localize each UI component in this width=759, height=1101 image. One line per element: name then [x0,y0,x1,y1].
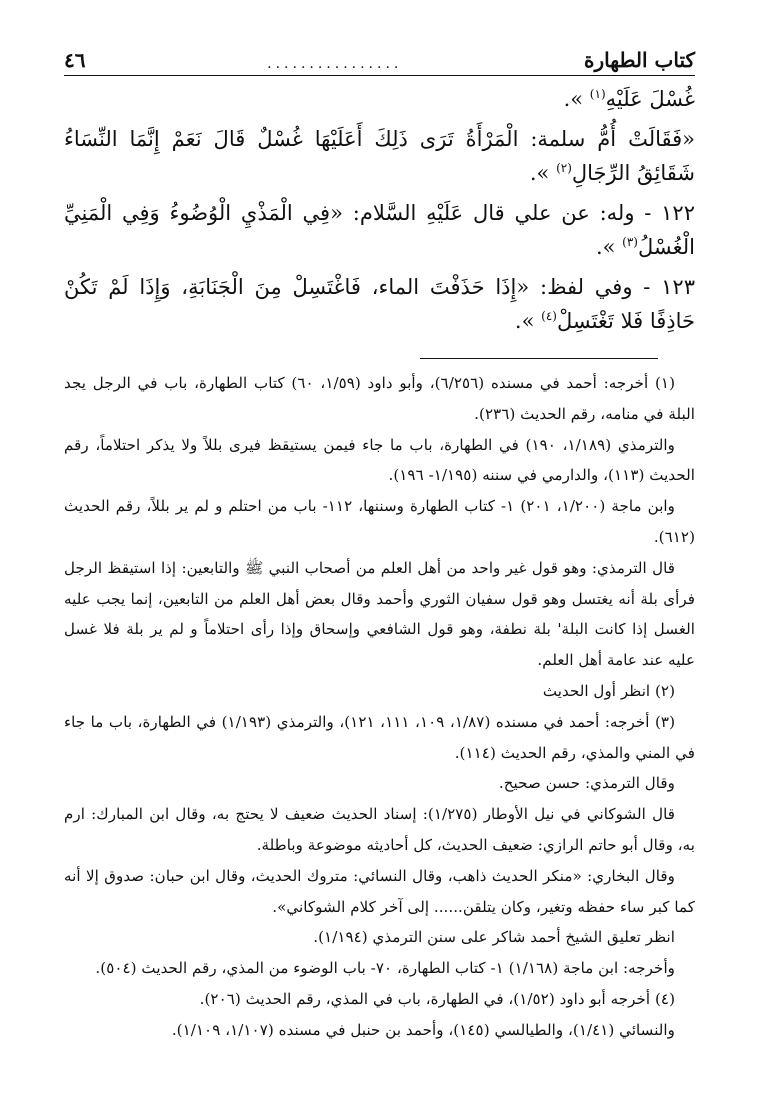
footnote-marker: (٤) [541,309,557,323]
hadith-122: ١٢٢ - وله: عن علي قال عَلَيْهِ السَّلام: «فِي الْمَذْيِ الْوُضُوءُ وَفِي الْمَنِيِّ الْغُسْلُ$^{(٣)}$ ». [64,201,695,259]
footnote-line: (٣) أخرجه: أحمد في مسنده (١/٨٧، ١٠٩، ١١١، ١٢١)، والترمذي (١/١٩٣) في الطهارة، باب ما جاء في المني والمذي، رقم الحديث (١١٤). [64,712,695,762]
chapter-title: كتاب الطهارة [584,48,695,72]
footnote-marker: (٢) [556,161,572,175]
main-paragraph: «فَقَالَتْ أُمُّ سلمة: الْمَرْأَةُ تَرَى ذَلِكَ أَعَلَيْهَا غُسْلٌ قَالَ نَعَمْ إِنَّمَا النِّسَاءُ شَقَائِقُ الرِّجَالِ$^{(٢)}$ ». [64,127,695,185]
footnote-line: وقال البخاري: «منكر الحديث ذاهب، وقال النسائي: متروك الحديث، وقال ابن حبان: صدوق إلا أنه كما كبر ساء حفظه وتغير، وكان يتلقن...... إلى آخر كلام الشوكاني». [64,866,695,916]
page-number: ٤٦ [64,48,86,72]
footnote-line: (٢) انظر أول الحديث [542,681,675,700]
footnote-separator [420,358,658,359]
footnote-marker: (١) [589,87,606,101]
footnote-line: قال الترمذي: وهو قول غير واحد من أهل العلم من أصحاب النبي ﷺ والتابعين: إذا استيقظ الرجل فرأى بلة أنه يغتسل وهو قول سفيان الثوري وأحمد وقال بعض أهل العلم من التابعين، إنما يجب عليه الغسل إذا كانت البلة' بلة نطفة، وهو قول الشافعي وإسحاق وإذا رأى احتلاماً و لم ير بلة فلا غسل عليه عند عامة أهل العلم. [64,558,695,670]
footnote-marker: (٣) [622,235,638,249]
footnote-line: وأخرجه: ابن ماجة (١/١٦٨) ١- كتاب الطهارة، ٧٠- باب الوضوء من المذي، رقم الحديث (٥٠٤). [95,959,675,978]
footnote-line: انظر تعليق الشيخ أحمد شاكر على سنن الترمذي (١/١٩٤). [313,928,675,947]
footnote-line: والترمذي (١/١٨٩، ١٩٠) في الطهارة، باب ما جاء فيمن يستيقظ فيرى بللاً ولا يذكر احتلاماً، رقم الحديث (١١٣)، والدارمي في سننه (١/١٩٥- ١٩٦). [64,435,695,485]
running-header [64,44,695,76]
footnotes [64,368,695,1046]
footnote-line: والنسائي (١/٤١)، والطيالسي (١٤٥)، وأحمد بن حنبل في مسنده (١/١٠٧، ١/١٠٩). [171,1020,675,1039]
header-leader-dots: ................ [267,56,403,72]
main-text [64,82,695,344]
footnote-line: (٤) أخرجه أبو داود (١/٥٢)، في الطهارة، باب في المذي، رقم الحديث (٢٠٦). [199,989,675,1008]
footnote-line: وابن ماجة (١/٢٠٠، ٢٠١) ١- كتاب الطهارة وسننها، ١١٢- باب من احتلم و لم ير بللاً، رقم الحديث (٦١٢). [64,497,695,546]
footnote-line: قال الشوكاني في نيل الأوطار (١/٢٧٥): إسناد الحديث ضعيف لا يحتج به، وقال ابن المبارك: ارم به، وقال أبو حاتم الرازي: ضعيف الحديث، كل أحاديثه موضوعة وباطلة. [64,805,695,854]
main-paragraph: غُسْلَ عَلَيْهِ$^{(١)}$ ». [563,87,695,111]
footnote-line: وقال الترمذي: حسن صحيح. [498,774,675,793]
hadith-123: ١٢٣ - وفي لفظ: «إِذَا حَذَفْتَ الماء، فَاغْتَسِلْ مِنَ الْجَنَابَةِ، وَإِذَا لَمْ تَكُنْ حَاذِفًا فَلا تَغْتَسِلْ$^{(٤)}$ ». [64,275,695,333]
footnote-line: (١) أخرجه: أحمد في مسنده (٦/٢٥٦)، وأبو داود (١/٥٩، ٦٠) كتاب الطهارة، باب في الرجل يجد البلة في منامه، رقم الحديث (٢٣٦). [64,374,695,423]
